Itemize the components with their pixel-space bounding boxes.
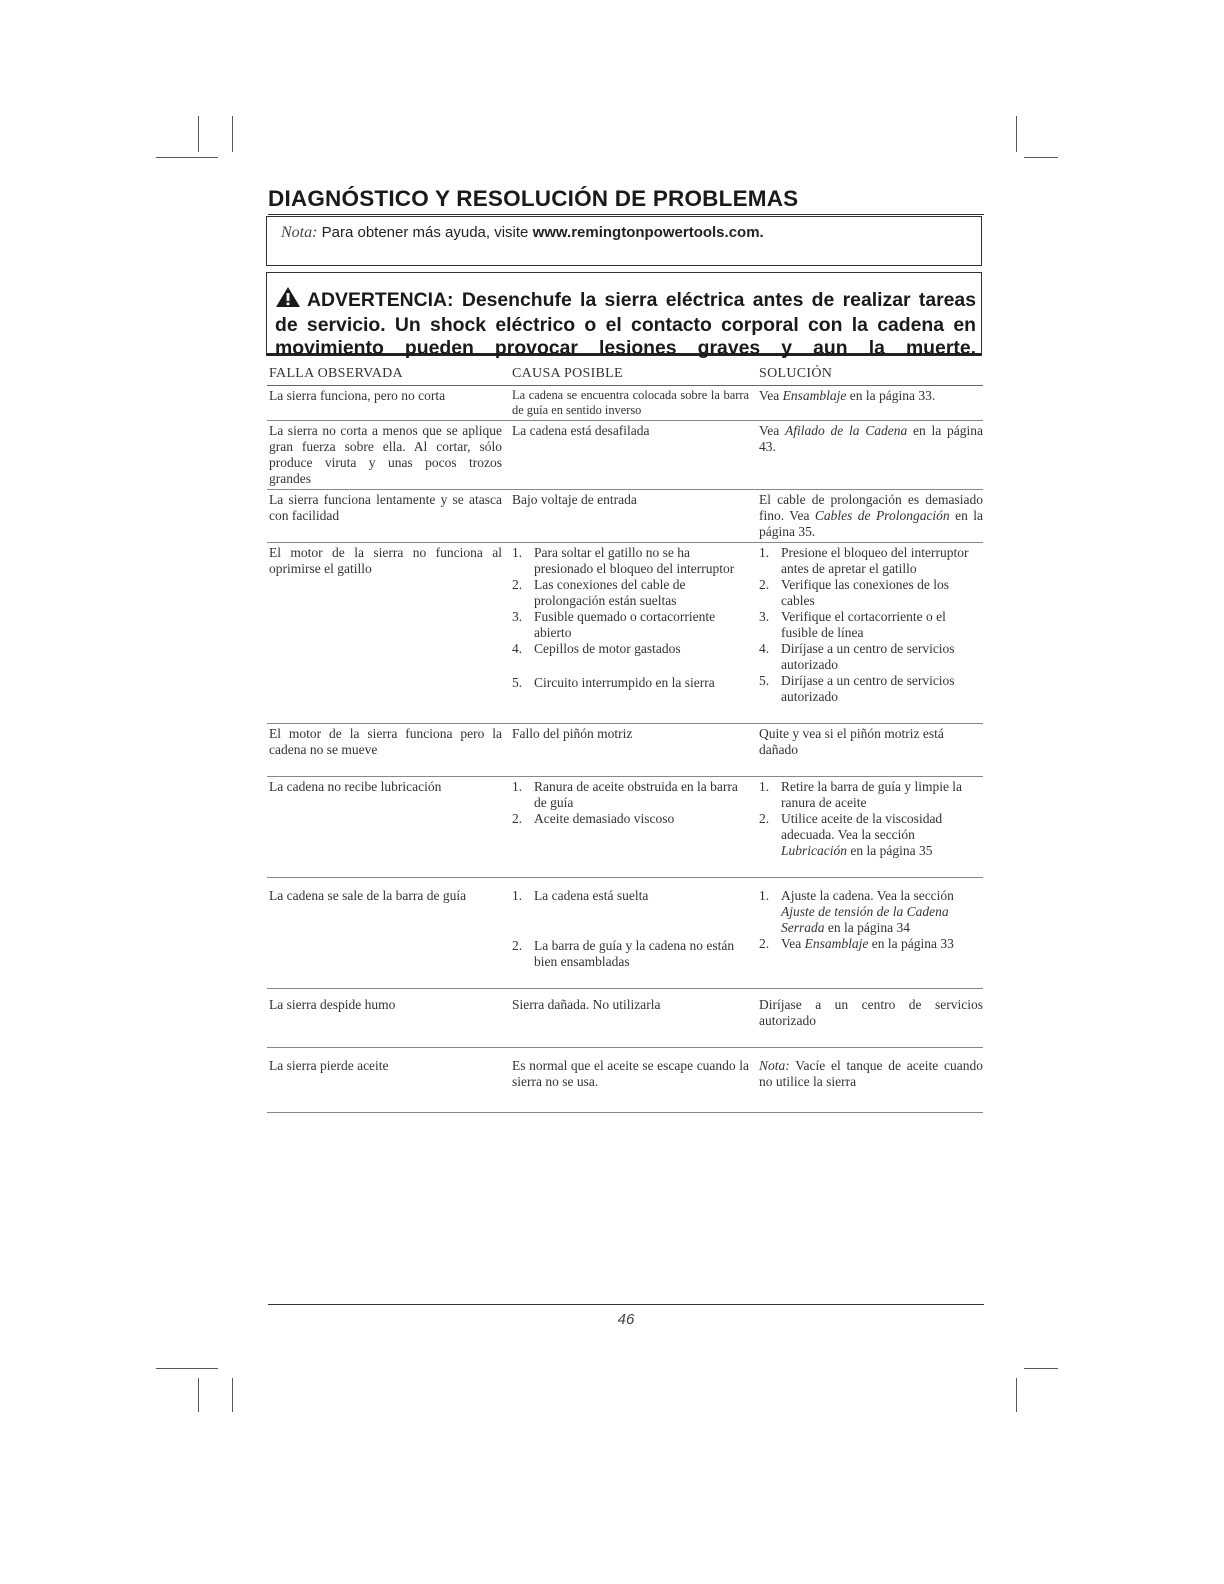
list-text: Vea bbox=[781, 936, 805, 951]
troubleshooting-table bbox=[267, 364, 983, 1113]
list-item bbox=[512, 938, 749, 970]
solucion-cell bbox=[757, 543, 983, 724]
crop-mark bbox=[198, 116, 199, 152]
list-item bbox=[512, 609, 749, 641]
list-number: 1. bbox=[512, 779, 523, 794]
solucion-cell bbox=[757, 421, 983, 490]
solucion-list bbox=[759, 779, 983, 859]
title-underline bbox=[268, 214, 984, 215]
list-text: Ranura de aceite obstruida en la barra de guía bbox=[534, 779, 738, 810]
list-text: Diríjase a un centro de servicios autorizado bbox=[781, 673, 955, 704]
list-number: 1. bbox=[759, 888, 770, 903]
list-item bbox=[759, 641, 983, 673]
list-text: Aceite demasiado viscoso bbox=[534, 811, 675, 826]
causa-cell: Es normal que el aceite se escape cuando la sierra no se usa. bbox=[510, 1048, 757, 1113]
list-number: 5. bbox=[512, 675, 523, 690]
causa-cell: Sierra dañada. No utilizarla bbox=[510, 989, 757, 1048]
causa-cell: Bajo voltaje de entrada bbox=[510, 490, 757, 543]
causa-list bbox=[512, 888, 749, 970]
help-note-box bbox=[266, 216, 982, 266]
causa-cell bbox=[510, 777, 757, 878]
causa-cell bbox=[510, 543, 757, 724]
note-label: Nota: bbox=[759, 1058, 790, 1073]
solucion-reference: Ensamblaje bbox=[804, 936, 869, 951]
solucion-cell: Quite y vea si el piñón motriz está dañado bbox=[757, 724, 983, 777]
table-row bbox=[267, 989, 983, 1048]
list-text: Ajuste la cadena. Vea la sección bbox=[781, 888, 954, 903]
list-number: 1. bbox=[512, 545, 523, 560]
list-text: Cepillos de motor gastados bbox=[534, 641, 681, 656]
solucion-reference: Lubricación bbox=[781, 843, 847, 858]
list-text: Para soltar el gatillo no se ha presionado el bloqueo del interruptor bbox=[534, 545, 735, 576]
falla-cell: La sierra no corta a menos que se aplique gran fuerza sobre ella. Al cortar, sólo produce viruta y unas pocos trozos grandes bbox=[267, 421, 510, 490]
crop-mark bbox=[232, 1378, 233, 1412]
list-text: Verifique las conexiones de los cables bbox=[781, 577, 949, 608]
solucion-text: Vea bbox=[759, 423, 785, 438]
list-text: Fusible quemado o cortacorriente abierto bbox=[534, 609, 716, 640]
list-text: Presione el bloqueo del interruptor antes de apretar el gatillo bbox=[781, 545, 969, 576]
list-number: 2. bbox=[759, 936, 770, 951]
solucion-cell bbox=[757, 386, 983, 421]
solucion-reference: Ensamblaje bbox=[782, 388, 847, 403]
page-number: 46 bbox=[617, 1311, 635, 1328]
list-text: Diríjase a un centro de servicios autorizado bbox=[781, 641, 955, 672]
list-item bbox=[759, 673, 983, 705]
causa-list bbox=[512, 545, 749, 691]
warning-box bbox=[266, 272, 982, 359]
causa-cell: La cadena se encuentra colocada sobre la barra de guía en sentido inverso bbox=[510, 386, 757, 421]
list-item bbox=[512, 577, 749, 609]
list-item bbox=[759, 779, 983, 811]
list-text: Retire la barra de guía y limpie la ranura de aceite bbox=[781, 779, 963, 810]
column-header-solucion: SOLUCIÓN bbox=[757, 364, 983, 386]
table-row bbox=[267, 490, 983, 543]
list-item bbox=[512, 779, 749, 811]
list-number: 5. bbox=[759, 673, 770, 688]
list-item bbox=[759, 609, 983, 641]
list-item bbox=[759, 888, 983, 936]
table-header-row bbox=[267, 364, 983, 386]
list-number: 3. bbox=[512, 609, 523, 624]
list-text: Verifique el cortacorriente o el fusible de línea bbox=[781, 609, 946, 640]
causa-cell bbox=[510, 878, 757, 989]
falla-cell: La sierra pierde aceite bbox=[267, 1048, 510, 1113]
list-text: La barra de guía y la cadena no están bien ensambladas bbox=[534, 938, 735, 969]
list-number: 1. bbox=[759, 545, 770, 560]
solucion-reference: Cables de Prolongación bbox=[814, 508, 950, 523]
solucion-text: Vacíe el tanque de aceite cuando no utilice la sierra bbox=[759, 1058, 983, 1089]
solucion-cell bbox=[757, 777, 983, 878]
list-number: 1. bbox=[512, 888, 523, 903]
column-header-causa: CAUSA POSIBLE bbox=[510, 364, 757, 386]
table-row bbox=[267, 421, 983, 490]
crop-mark bbox=[198, 1378, 199, 1412]
list-text: Circuito interrumpido en la sierra bbox=[534, 675, 715, 690]
list-item bbox=[759, 811, 983, 859]
list-number: 3. bbox=[759, 609, 770, 624]
list-text: en la página 33 bbox=[868, 936, 954, 951]
list-item bbox=[759, 545, 983, 577]
list-item bbox=[512, 811, 749, 827]
warning-triangle-icon bbox=[275, 286, 301, 314]
table-row bbox=[267, 1048, 983, 1113]
solucion-text: Vea bbox=[759, 388, 783, 403]
crop-mark bbox=[1024, 1368, 1058, 1369]
list-number: 2. bbox=[512, 577, 523, 592]
list-item bbox=[512, 641, 749, 675]
solucion-text: en la página 43. bbox=[759, 423, 983, 454]
solucion-cell bbox=[757, 1048, 983, 1113]
solucion-list bbox=[759, 545, 983, 705]
list-text: en la página 35 bbox=[847, 843, 933, 858]
table-row bbox=[267, 386, 983, 421]
solucion-text: en la página 35. bbox=[759, 508, 983, 539]
solucion-cell bbox=[757, 878, 983, 989]
list-number: 2. bbox=[512, 811, 523, 826]
table-row bbox=[267, 724, 983, 777]
list-number: 2. bbox=[759, 811, 770, 826]
list-number: 4. bbox=[512, 641, 523, 656]
crop-mark bbox=[1016, 1378, 1017, 1412]
solucion-reference: Afilado de la Cadena bbox=[785, 423, 908, 438]
list-number: 1. bbox=[759, 779, 770, 794]
solucion-cell: Diríjase a un centro de servicios autorizado bbox=[757, 989, 983, 1048]
list-number: 2. bbox=[759, 577, 770, 592]
list-item bbox=[512, 675, 749, 691]
list-text: en la página 34 bbox=[824, 920, 910, 935]
column-header-falla: FALLA OBSERVADA bbox=[267, 364, 510, 386]
causa-list bbox=[512, 779, 749, 827]
list-item bbox=[512, 545, 749, 577]
solucion-text: El cable de prolongación es demasiado fino. Vea bbox=[759, 492, 983, 523]
falla-cell: El motor de la sierra no funciona al oprimirse el gatillo bbox=[267, 543, 510, 724]
table-row bbox=[267, 777, 983, 878]
list-item bbox=[759, 936, 983, 952]
crop-mark bbox=[156, 1368, 218, 1369]
crop-mark bbox=[156, 157, 218, 158]
crop-mark bbox=[1016, 116, 1017, 152]
falla-cell: La sierra funciona, pero no corta bbox=[267, 386, 510, 421]
list-item bbox=[759, 577, 983, 609]
list-number: 2. bbox=[512, 938, 523, 953]
table-row bbox=[267, 878, 983, 989]
table-row bbox=[267, 543, 983, 724]
falla-cell: La cadena no recibe lubricación bbox=[267, 777, 510, 878]
causa-cell: La cadena está desafilada bbox=[510, 421, 757, 490]
list-number: 4. bbox=[759, 641, 770, 656]
footer-rule bbox=[268, 1304, 984, 1305]
solucion-reference: Ajuste de tensión de la Cadena Serrada bbox=[781, 904, 949, 935]
website-link[interactable]: www.remingtonpowertools.com. bbox=[532, 224, 764, 241]
note-text: Para obtener más ayuda, visite bbox=[321, 224, 529, 241]
crop-mark bbox=[232, 116, 233, 152]
causa-cell: Fallo del piñón motriz bbox=[510, 724, 757, 777]
falla-cell: La sierra funciona lentamente y se atasca con facilidad bbox=[267, 490, 510, 543]
list-text: Utilice aceite de la viscosidad adecuada. Vea la sección bbox=[781, 811, 943, 842]
solucion-cell bbox=[757, 490, 983, 543]
solucion-text: en la página 33. bbox=[846, 388, 936, 403]
note-label: Nota: bbox=[281, 224, 318, 241]
list-text: La cadena está suelta bbox=[534, 888, 649, 903]
warning-text: ADVERTENCIA: Desenchufe la sierra eléctrica antes de realizar tareas de servicio. Un shock eléctrico o el contacto corporal con la cadena en movimiento pueden provocar lesiones graves y aun la muerte. bbox=[275, 289, 976, 359]
list-text: Las conexiones del cable de prolongación están sueltas bbox=[534, 577, 686, 608]
falla-cell: La cadena se sale de la barra de guía bbox=[267, 878, 510, 989]
solucion-list bbox=[759, 888, 983, 952]
crop-mark bbox=[1024, 157, 1058, 158]
page-title: DIAGNÓSTICO Y RESOLUCIÓN DE PROBLEMAS bbox=[268, 186, 799, 211]
falla-cell: El motor de la sierra funciona pero la cadena no se mueve bbox=[267, 724, 510, 777]
list-item bbox=[512, 888, 749, 938]
falla-cell: La sierra despide humo bbox=[267, 989, 510, 1048]
